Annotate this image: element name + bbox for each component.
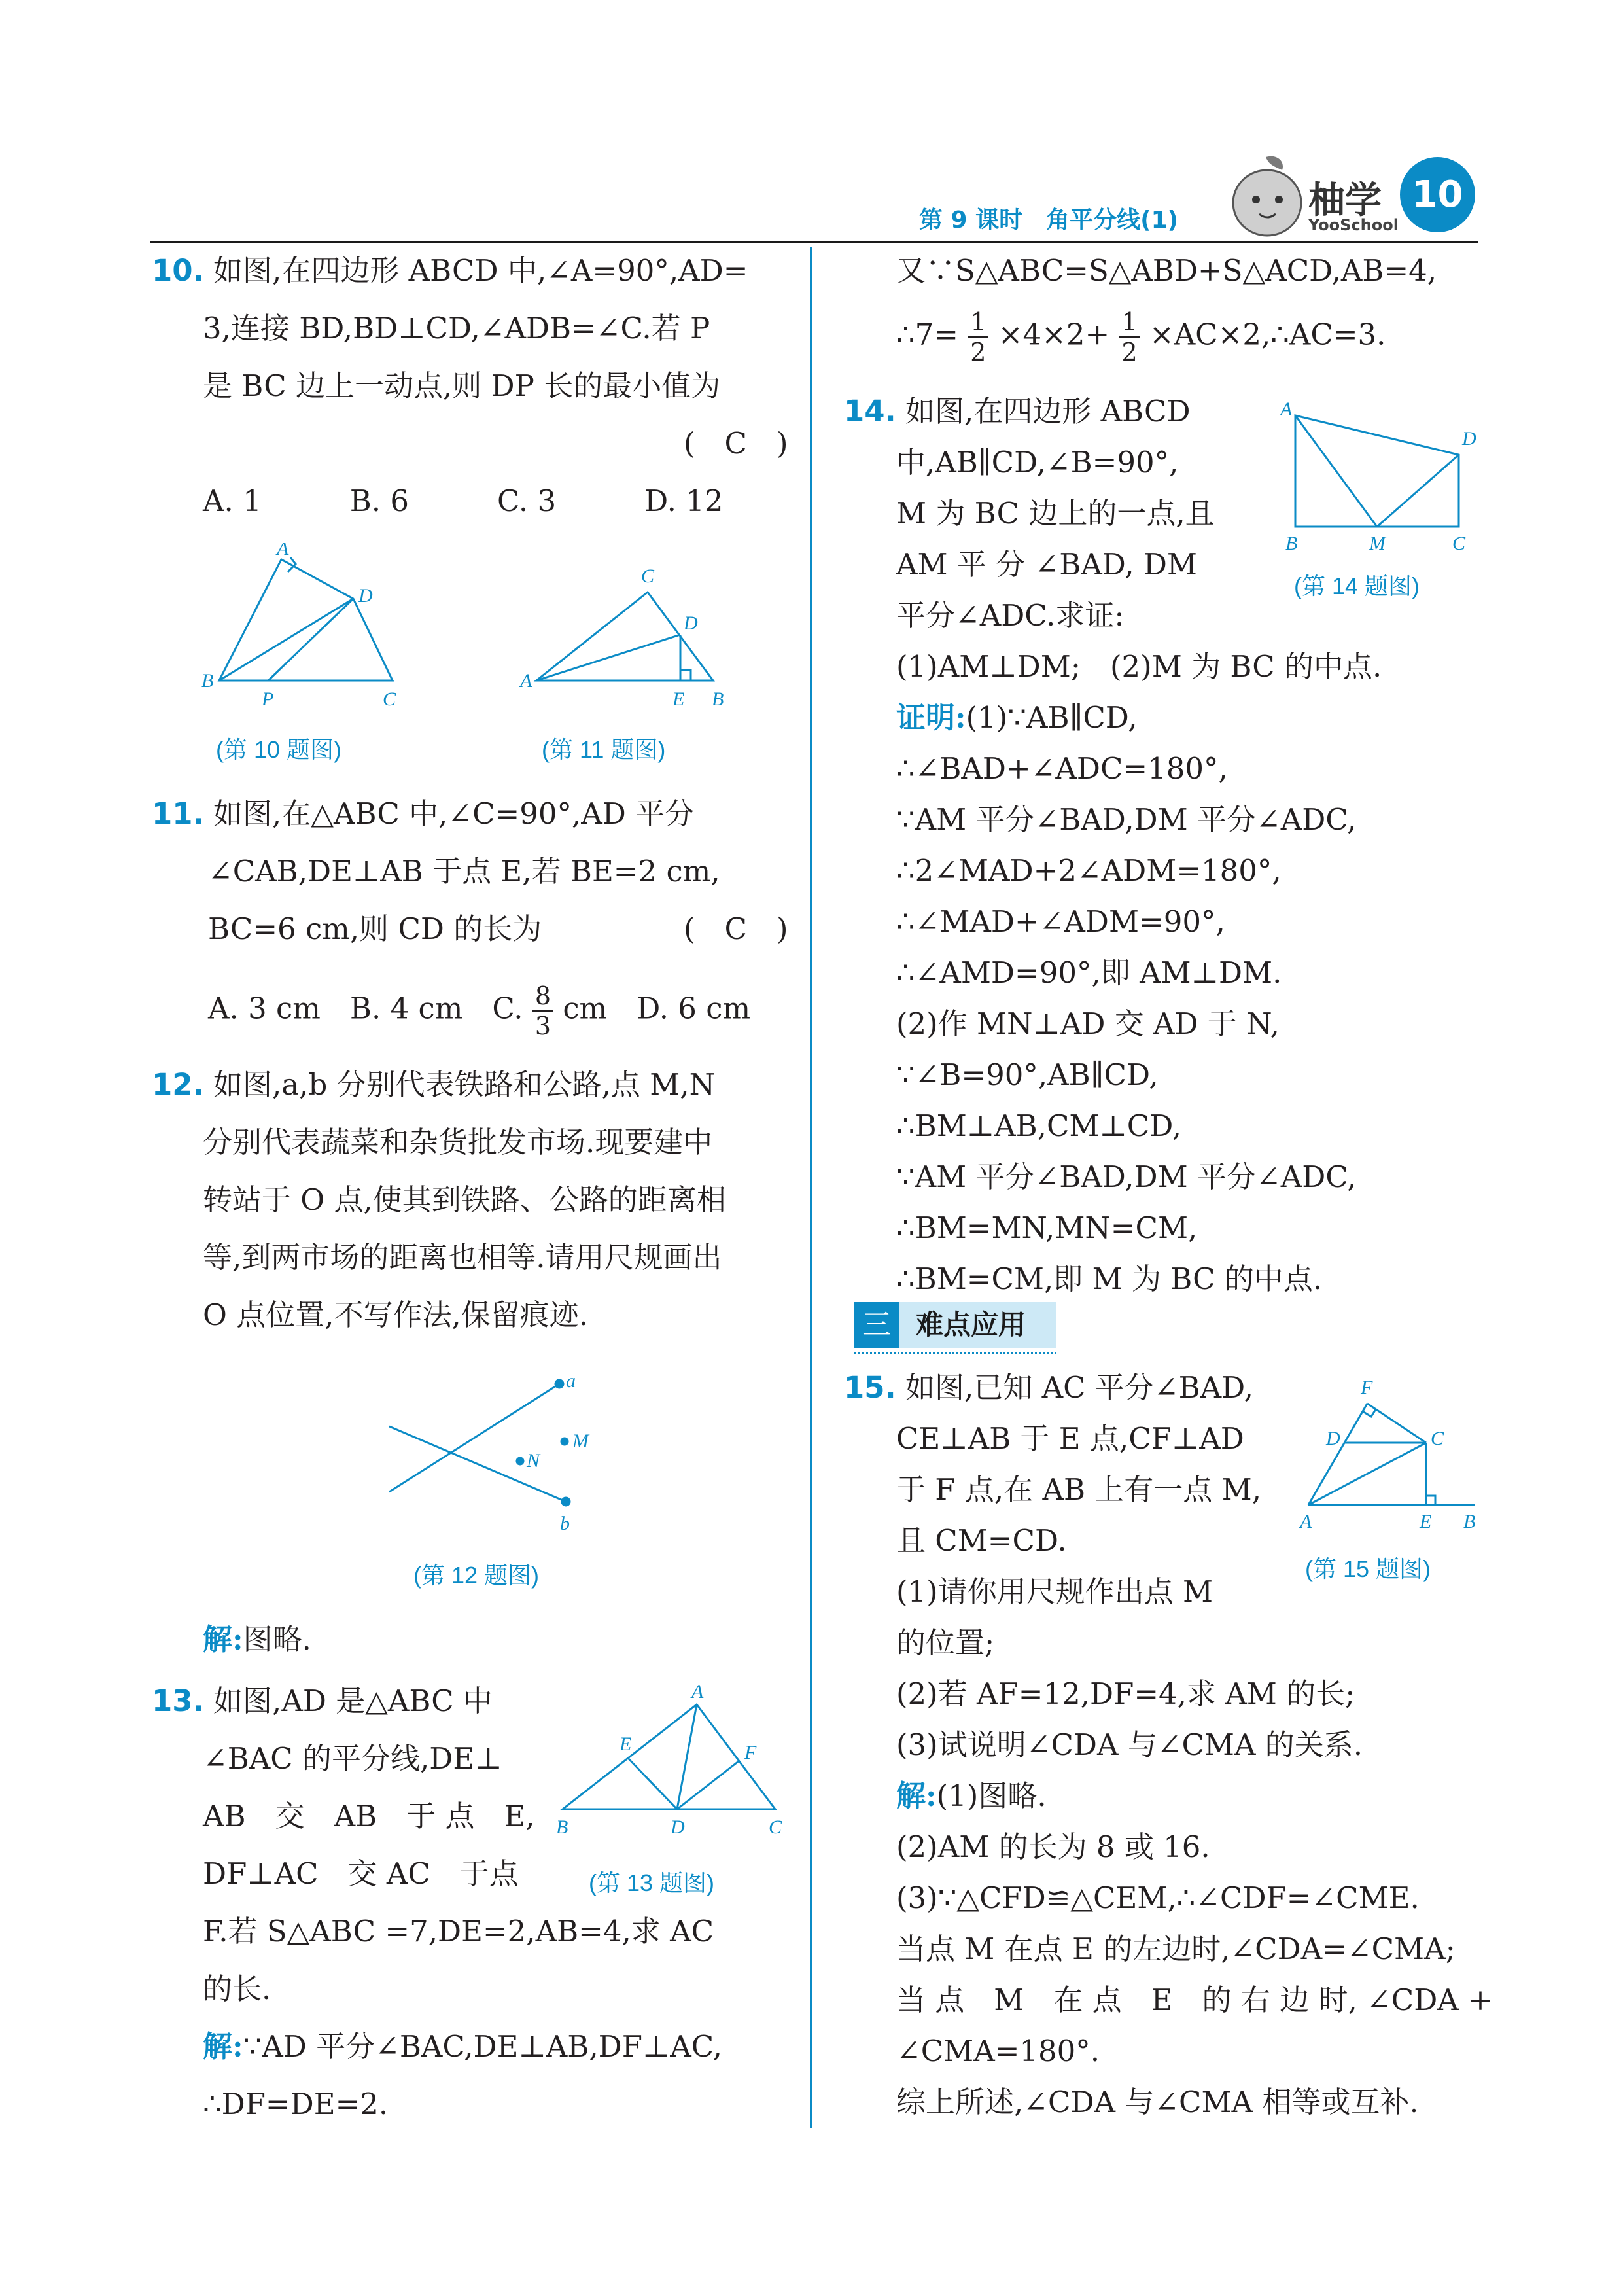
q14-proof-10: ∵AM 平分∠BAD,DM 平分∠ADC, bbox=[896, 1159, 1357, 1194]
q13-half-1-den: 2 bbox=[970, 338, 986, 366]
q14-proof-1 bbox=[896, 692, 1138, 743]
q13-cont-2a: ∴7= bbox=[896, 317, 958, 352]
q13-line5: F.若 S△ABC =7,DE=2,AB=4,求 AC bbox=[203, 1914, 714, 1949]
fig13-ad bbox=[677, 1704, 697, 1809]
fig11-label-C: C bbox=[641, 565, 655, 587]
q12-solution-label: 解: bbox=[203, 1622, 243, 1657]
q13-number: 13. bbox=[152, 1684, 204, 1718]
q10-line3: 是 BC 边上一动点,则 DP 长的最小值为 bbox=[203, 368, 721, 403]
fig11-label-B: B bbox=[712, 688, 724, 710]
fig11-right-angle bbox=[680, 670, 691, 680]
mascot-head-icon bbox=[1233, 170, 1301, 236]
fig14-label-D: D bbox=[1462, 428, 1476, 450]
fig15-label-B: B bbox=[1463, 1511, 1476, 1532]
fig11-triangle bbox=[536, 592, 713, 680]
q11-answer: ( C ) bbox=[684, 911, 788, 946]
q14-proof-12: ∴BM=CM,即 M 为 BC 的中点. bbox=[896, 1262, 1323, 1296]
q10-text-1: 如图,在四边形 ABCD 中,∠A=90°,AD= bbox=[213, 253, 748, 288]
q13-cont-2c: ×AC×2,∴AC=3. bbox=[1149, 317, 1386, 352]
fig12-point-a bbox=[555, 1380, 563, 1388]
q14-proof-3: ∵AM 平分∠BAD,DM 平分∠ADC, bbox=[896, 802, 1357, 837]
q14-proof-9: ∴BM⊥AB,CM⊥CD, bbox=[896, 1108, 1182, 1143]
fig14-label-B: B bbox=[1285, 533, 1298, 554]
q15-solution-3: (3)∵△CFD≌△CEM,∴∠CDF=∠CME. bbox=[896, 1881, 1420, 1915]
fig13-label-C: C bbox=[769, 1816, 782, 1838]
fig10-caption: (第 10 题图) bbox=[216, 736, 342, 763]
q14-proof-text-1: (1)∵AB∥CD, bbox=[966, 700, 1138, 735]
fig13-df bbox=[677, 1761, 739, 1809]
fig14-caption: (第 14 题图) bbox=[1294, 573, 1420, 599]
q13-half-2 bbox=[1119, 308, 1140, 366]
q12-solution bbox=[203, 1611, 311, 1669]
fig10-label-A: A bbox=[277, 543, 289, 559]
brand-cn: 柚学 bbox=[1308, 179, 1382, 222]
q14-proof-7: (2)作 MN⊥AD 交 AD 于 N, bbox=[896, 1006, 1280, 1041]
q13-line1 bbox=[152, 1672, 493, 1730]
section-badge bbox=[854, 1302, 1056, 1348]
q11-line2: ∠CAB,DE⊥AB 于点 E,若 BE=2 cm, bbox=[208, 854, 720, 889]
q11-fraction bbox=[532, 981, 553, 1040]
q15-solution-1 bbox=[896, 1771, 1047, 1822]
q14-number: 14. bbox=[844, 394, 896, 429]
q12-line5: O 点位置,不写作法,保留痕迹. bbox=[203, 1298, 589, 1332]
brand-en: YooSchool bbox=[1308, 216, 1399, 234]
section-title: 难点应用 bbox=[916, 1309, 1026, 1341]
q13-line2: ∠BAC 的平分线,DE⊥ bbox=[203, 1741, 502, 1776]
fig15-label-E: E bbox=[1420, 1511, 1432, 1532]
q15-line6: 的位置; bbox=[896, 1625, 995, 1660]
q11-text-1: 如图,在△ABC 中,∠C=90°,AD 平分 bbox=[213, 796, 695, 831]
q13-solution-2: ∴DF=DE=2. bbox=[203, 2087, 389, 2121]
q13-cont-2b: ×4×2+ bbox=[998, 317, 1110, 352]
fig15-diagram bbox=[1292, 1368, 1482, 1538]
fig12-point-M bbox=[561, 1438, 568, 1445]
q14-line6: (1)AM⊥DM; (2)M 为 BC 的中点. bbox=[896, 649, 1382, 684]
fig12-label-N: N bbox=[527, 1450, 540, 1472]
fig10-label-C: C bbox=[383, 688, 396, 710]
page-number: 10 bbox=[1412, 173, 1463, 216]
fig13-label-E: E bbox=[620, 1733, 632, 1755]
q13-cont-line1: 又∵S△ABC=S△ABD+S△ACD,AB=4, bbox=[896, 253, 1437, 288]
fig12-label-a: a bbox=[566, 1370, 576, 1392]
fig12-label-M: M bbox=[572, 1430, 589, 1452]
fig11-caption: (第 11 题图) bbox=[542, 736, 666, 763]
fig14-quadrilateral bbox=[1295, 415, 1459, 527]
q10-number: 10. bbox=[152, 253, 204, 288]
fig13-label-D: D bbox=[671, 1816, 685, 1838]
fig11-label-A: A bbox=[520, 670, 532, 692]
q13-line3: AB 交 AB 于 点 E, bbox=[203, 1799, 535, 1833]
q14-line5: 平分∠ADC.求证: bbox=[896, 598, 1125, 633]
q15-line7: (2)若 AF=12,DF=4,求 AM 的长; bbox=[896, 1676, 1355, 1711]
q15-solution-text-1: (1)图略. bbox=[936, 1778, 1047, 1813]
q13-solution-1 bbox=[203, 2018, 722, 2075]
q15-line4: 且 CM=CD. bbox=[896, 1523, 1067, 1558]
fig15-label-C: C bbox=[1431, 1428, 1444, 1449]
fig15-label-A: A bbox=[1300, 1511, 1312, 1532]
q12-number: 12. bbox=[152, 1067, 204, 1102]
fig10-label-D: D bbox=[358, 585, 373, 607]
fig13-label-B: B bbox=[556, 1816, 568, 1838]
q14-proof-4: ∴2∠MAD+2∠ADM=180°, bbox=[896, 853, 1282, 888]
q14-proof-5: ∴∠MAD+∠ADM=90°, bbox=[896, 904, 1225, 939]
q14-proof-label: 证明: bbox=[896, 700, 966, 735]
fig10-label-P: P bbox=[262, 688, 274, 710]
fig14-label-C: C bbox=[1452, 533, 1466, 554]
q10-options: A. 1 B. 6 C. 3 D. 12 bbox=[203, 484, 724, 518]
mascot-logo bbox=[1230, 154, 1305, 239]
q11-options-a: A. 3 cm B. 4 cm C. bbox=[208, 991, 523, 1026]
fig12-caption: (第 12 题图) bbox=[413, 1562, 540, 1589]
q14-line2: 中,AB∥CD,∠B=90°, bbox=[896, 445, 1179, 480]
q14-proof-11: ∴BM=MN,MN=CM, bbox=[896, 1210, 1198, 1245]
fig15-label-F: F bbox=[1361, 1377, 1373, 1398]
q15-solution-2: (2)AM 的长为 8 或 16. bbox=[896, 1829, 1210, 1864]
fig13-triangle bbox=[563, 1704, 775, 1809]
q15-number: 15. bbox=[844, 1370, 896, 1405]
q15-line5: (1)请你用尺规作出点 M bbox=[896, 1574, 1213, 1609]
q11-options bbox=[208, 981, 750, 1040]
mascot-leaf-icon bbox=[1266, 156, 1283, 170]
q12-line3: 转站于 O 点,使其到铁路、公路的距离相 bbox=[203, 1182, 726, 1217]
q10-answer: ( C ) bbox=[684, 426, 788, 461]
q15-solution-7: 综上所述,∠CDA 与∠CMA 相等或互补. bbox=[896, 2085, 1419, 2119]
fig13-label-A: A bbox=[691, 1682, 704, 1703]
q15-line2: CE⊥AB 于 E 点,CF⊥AD bbox=[896, 1421, 1244, 1456]
fig13-label-F: F bbox=[744, 1742, 757, 1763]
q11-options-b: cm D. 6 cm bbox=[563, 991, 751, 1026]
fig11-diagram bbox=[517, 563, 733, 720]
fig15-cf bbox=[1367, 1404, 1426, 1443]
q15-solution-label: 解: bbox=[896, 1778, 937, 1813]
q11-number: 11. bbox=[152, 796, 204, 831]
fig12-diagram bbox=[379, 1354, 615, 1544]
fig14-diagram bbox=[1266, 396, 1482, 559]
q12-solution-text: 图略. bbox=[243, 1622, 311, 1657]
fig10-quadrilateral bbox=[219, 559, 393, 680]
q11-frac-den: 3 bbox=[534, 1012, 551, 1040]
q14-line4: AM 平 分 ∠BAD, DM bbox=[896, 547, 1197, 582]
fig13-caption: (第 13 题图) bbox=[589, 1869, 715, 1896]
fig14-label-M: M bbox=[1369, 533, 1386, 554]
q13-solution-label: 解: bbox=[203, 2029, 243, 2064]
section-number: 三 bbox=[854, 1302, 899, 1348]
fig12-point-b bbox=[562, 1498, 570, 1506]
q11-line1 bbox=[152, 785, 694, 843]
q15-solution-5: 当 点 M 在 点 E 的 右 边 时, ∠CDA + bbox=[896, 1983, 1493, 2017]
q13-line4: DF⊥AC 交 AC 于点 bbox=[203, 1856, 519, 1891]
q13-half-2-num: 1 bbox=[1119, 308, 1140, 338]
fig12-point-N bbox=[517, 1458, 523, 1464]
fig10-label-B: B bbox=[201, 670, 214, 692]
q15-line8: (3)试说明∠CDA 与∠CMA 的关系. bbox=[896, 1727, 1363, 1762]
q15-solution-4: 当点 M 在点 E 的左边时,∠CDA=∠CMA; bbox=[896, 1932, 1456, 1966]
q13-half-1 bbox=[968, 308, 988, 366]
q15-line3: 于 F 点,在 AB 上有一点 M, bbox=[896, 1472, 1261, 1507]
q14-line3: M 为 BC 边上的一点,且 bbox=[896, 496, 1215, 531]
q13-half-1-num: 1 bbox=[968, 308, 988, 338]
fig11-ad bbox=[536, 635, 680, 680]
fig13-diagram bbox=[553, 1682, 788, 1845]
q11-frac-num: 8 bbox=[532, 981, 553, 1012]
q14-proof-6: ∴∠AMD=90°,即 AM⊥DM. bbox=[896, 955, 1282, 990]
q13-half-2-den: 2 bbox=[1121, 338, 1138, 366]
q11-line3: BC=6 cm,则 CD 的长为 bbox=[208, 911, 542, 946]
fig15-right-angle-e bbox=[1426, 1496, 1435, 1505]
fig10-diagram bbox=[196, 543, 419, 720]
fig15-label-D: D bbox=[1326, 1428, 1340, 1449]
q13-line6: 的长. bbox=[203, 1971, 271, 2006]
fig10-dp bbox=[268, 599, 353, 680]
q15-solution-6: ∠CMA=180°. bbox=[896, 2034, 1100, 2068]
q15-line1 bbox=[844, 1362, 1253, 1413]
q10-line1 bbox=[152, 242, 748, 300]
fig15-right-angle-f bbox=[1363, 1409, 1376, 1417]
q12-line2: 分别代表蔬菜和杂货批发市场.现要建中 bbox=[203, 1125, 713, 1159]
column-divider bbox=[810, 247, 812, 2128]
fig12-label-b: b bbox=[560, 1513, 570, 1534]
q13-text-1: 如图,AD 是△ABC 中 bbox=[213, 1684, 493, 1718]
fig13-de bbox=[628, 1758, 677, 1809]
q12-line4: 等,到两市场的距离也相等.请用尺规画出 bbox=[203, 1240, 722, 1275]
q15-text-1: 如图,已知 AC 平分∠BAD, bbox=[905, 1370, 1253, 1405]
header-lesson: 第 9 课时 角平分线(1) bbox=[919, 207, 1179, 234]
q14-proof-2: ∴∠BAD+∠ADC=180°, bbox=[896, 751, 1228, 786]
section-dotted-rule bbox=[854, 1352, 1056, 1354]
q14-text-1: 如图,在四边形 ABCD bbox=[905, 394, 1191, 429]
fig14-label-A: A bbox=[1280, 398, 1293, 420]
fig15-caption: (第 15 题图) bbox=[1305, 1555, 1431, 1582]
fig11-label-D: D bbox=[684, 612, 698, 634]
q14-line1 bbox=[844, 386, 1191, 437]
q14-proof-8: ∵∠B=90°,AB∥CD, bbox=[896, 1057, 1159, 1092]
fig11-label-E: E bbox=[672, 688, 685, 710]
q12-line1 bbox=[152, 1056, 715, 1114]
q12-text-1: 如图,a,b 分别代表铁路和公路,点 M,N bbox=[213, 1067, 715, 1102]
q13-cont-line2 bbox=[896, 308, 1386, 366]
fig14-dm bbox=[1377, 455, 1459, 527]
q10-line2: 3,连接 BD,BD⊥CD,∠ADB=∠C.若 P bbox=[203, 311, 710, 345]
q13-solution-text-1: ∵AD 平分∠BAC,DE⊥AB,DF⊥AC, bbox=[243, 2029, 722, 2064]
